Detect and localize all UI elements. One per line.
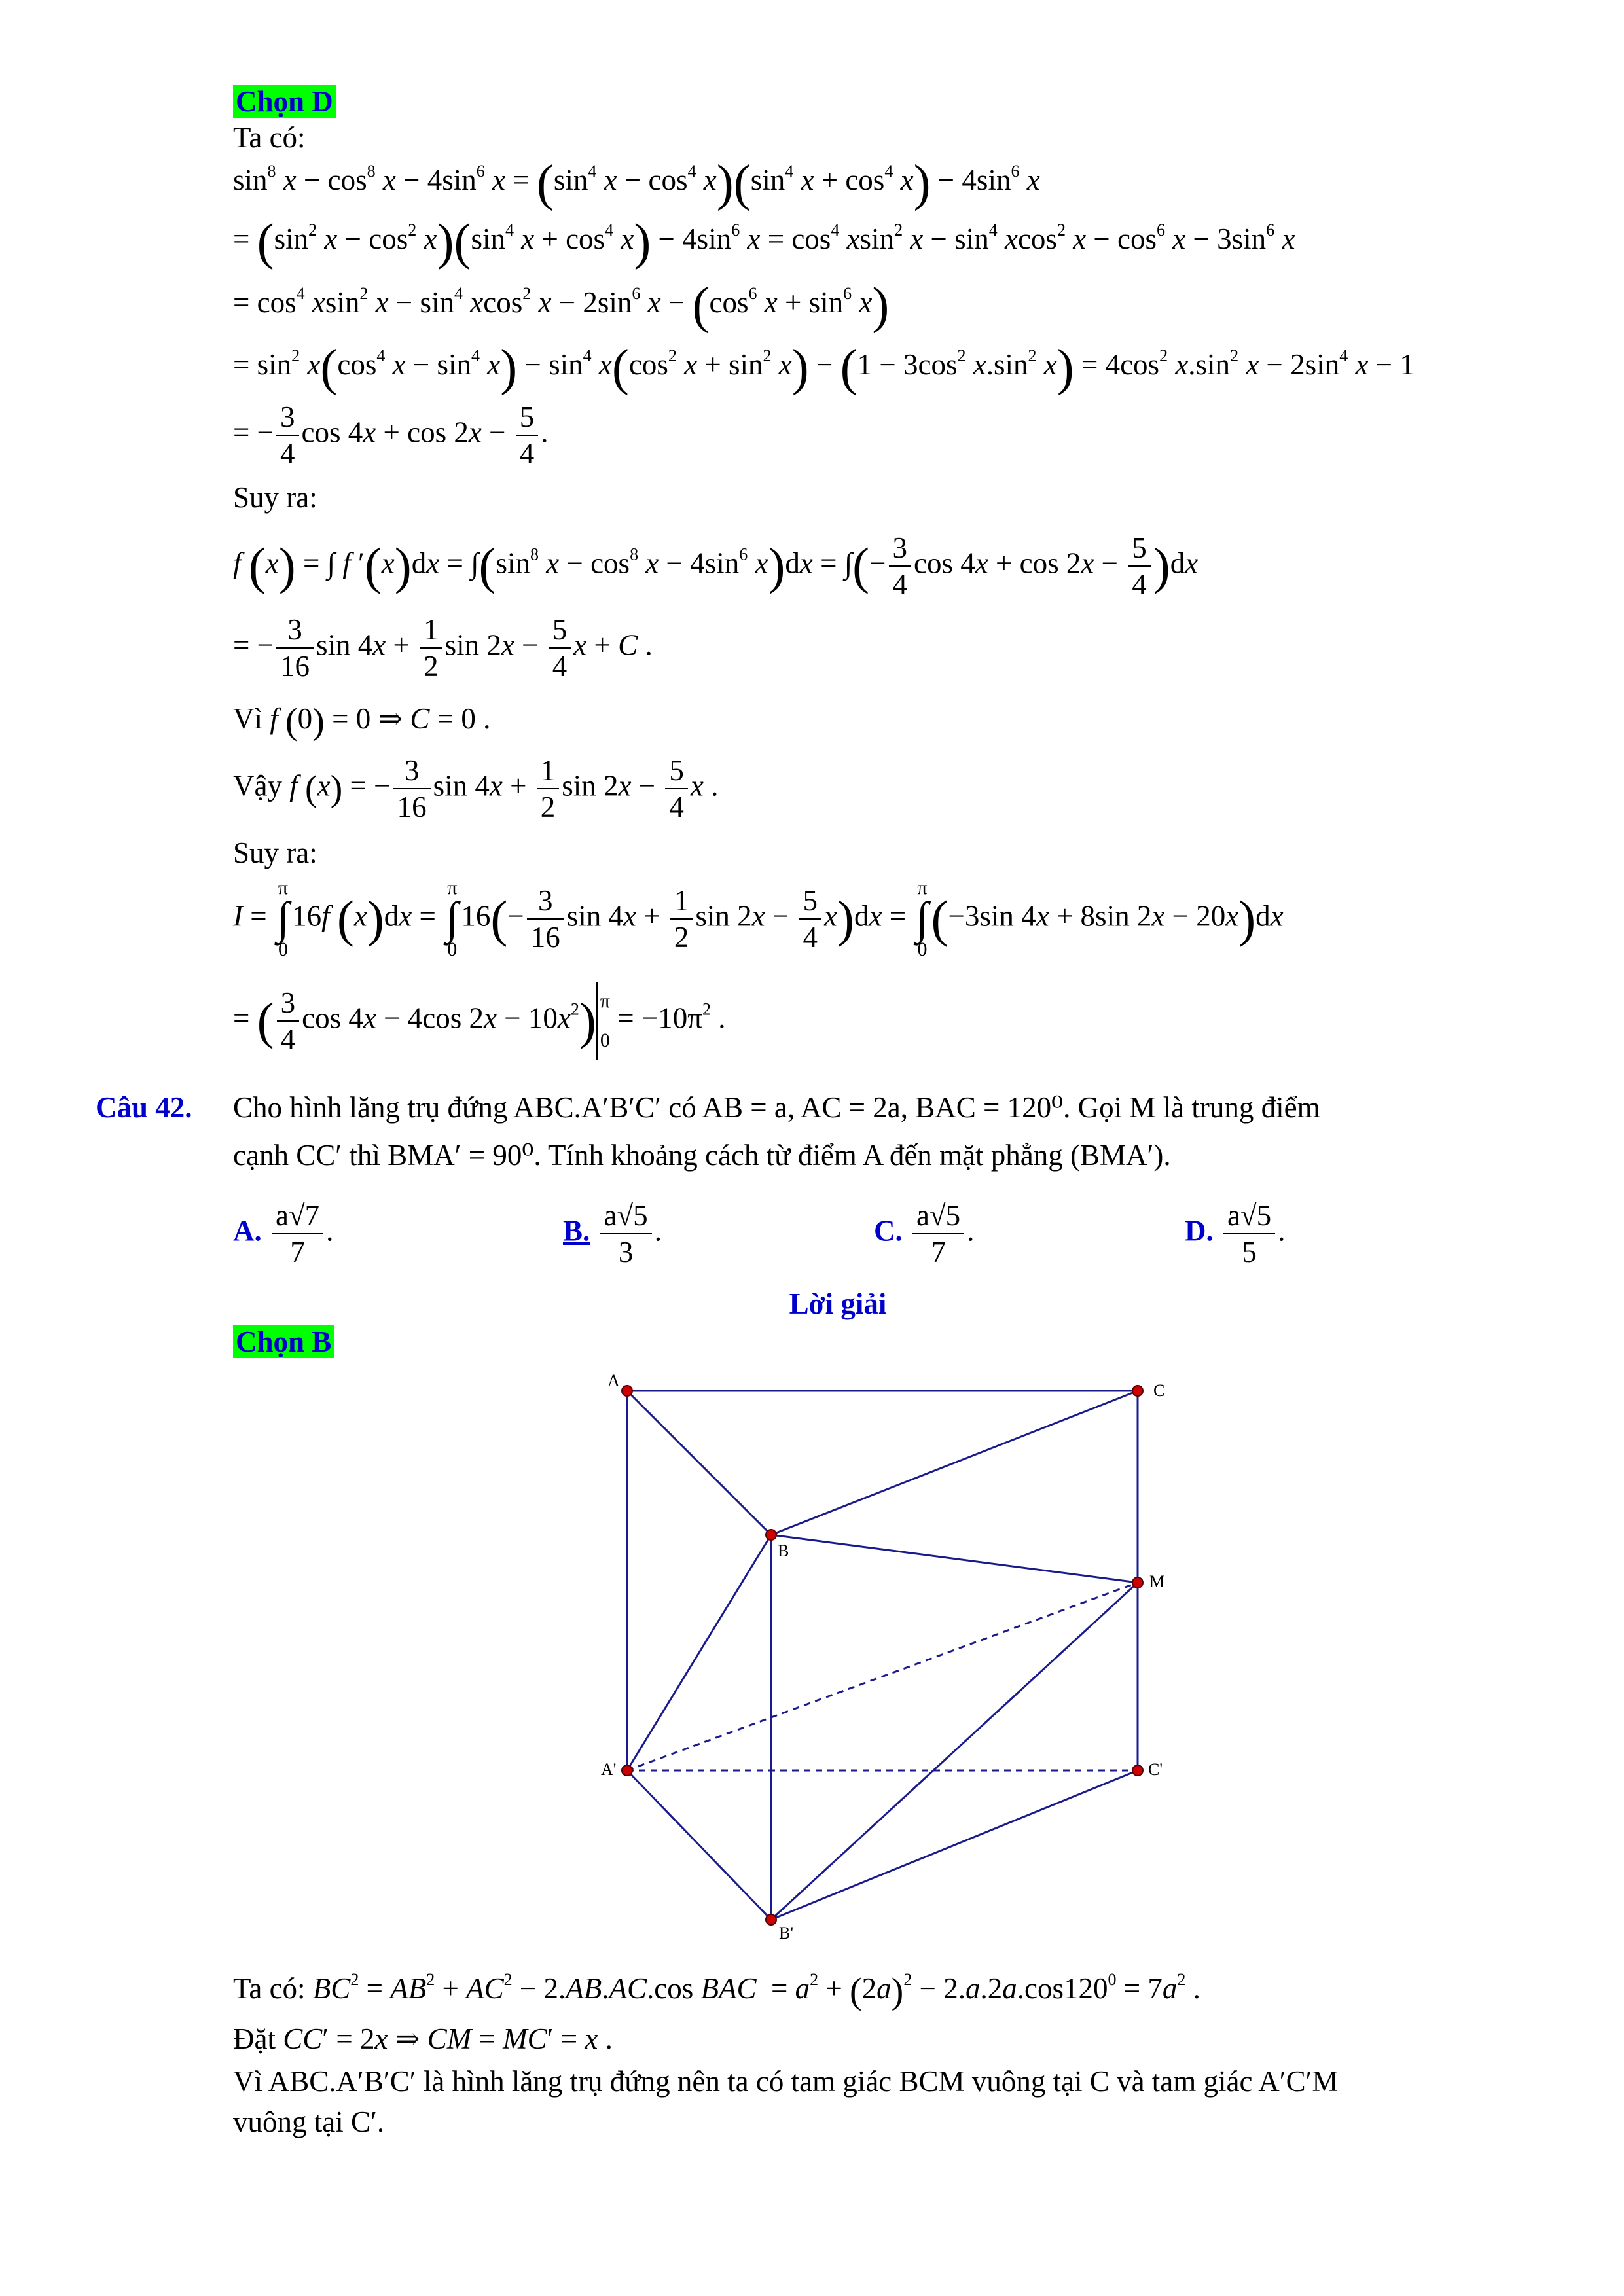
label-b-prime: B' bbox=[779, 1924, 794, 1943]
choice-d-label: Chọn D bbox=[233, 82, 336, 121]
label-b: B bbox=[778, 1541, 789, 1560]
eq-line-6: f (x) = ∫ f $'(x)dx = \int(\sin^8$ $x - \cos^8 x - 4\sin^6$ x)dx = ∫(− $\frac{3}{4}$ cos 4x + cos 2x − $\frac{5}{4}$ )dx bbox=[233, 531, 1199, 601]
choice-b-label: Chọn B bbox=[233, 1322, 334, 1361]
eq-line-8: Vì f (0) = 0 ⇒ C = 0 . bbox=[233, 701, 491, 742]
bottom-line-1: Ta có: $BC^2 = AB^2 + AC^2 - 2.AB.AC.\cos$ BAC = $a^2 + (2a)^2 - 2.a.2a.\cos 120^0 = 7a^2$ . bbox=[233, 1970, 1200, 2012]
ta-co-label: Ta có: bbox=[233, 121, 306, 154]
eq-line-4: = $\sin^2 x(\cos^4$ $x - \sin^4 x) - \sin^4 x(\cos^2$ $x + \sin^2 x) - (1 - 3\cos^2$ $x.\sin^2$ $x) = 4\cos^2$ $x.\sin^2$ $x - 2\sin^4$ x − 1 bbox=[233, 338, 1415, 396]
point-a-prime bbox=[622, 1765, 632, 1776]
point-a bbox=[622, 1386, 632, 1396]
question-text-2: cạnh CC′ thì BMA′ = 90⁰. Tính khoảng cách từ điểm A đến mặt phẳng (BMA′). bbox=[233, 1139, 1171, 1172]
bottom-line-3: Vì ABC.A′B′C′ là hình lăng trụ đứng nên ta có tam giác BCM vuông tại C và tam giác A′C′M bbox=[233, 2065, 1339, 2098]
eq-line-7: = − $\frac{3}{16}$ sin 4x + $\frac{1}{2}$ sin 2x − $\frac{5}{4}$ x + C . bbox=[233, 613, 653, 683]
eq-line-11: = ( $\frac{3}{4}$ cos 4x − 4cos $2x - 10x^2$) π $0 = -10\pi^2$ . bbox=[233, 982, 725, 1060]
point-c bbox=[1132, 1386, 1143, 1396]
eq-line-5: = − $\frac{3}{4}$ cos 4x + cos 2x − $\frac{5}{4}$ . bbox=[233, 401, 549, 470]
eq-line-10: I = π ∫ 016f (x)dx = π ∫ 016(− $\frac{3}{16}$ sin 4x + $\frac{1}{2}$ sin 2x − $\frac{5}{4}$ x)dx = π ∫ 0(−3sin 4x + 8sin 2x − 20x)dx bbox=[233, 877, 1284, 960]
question-number: Câu 42. bbox=[96, 1091, 192, 1124]
option-d[interactable]: D. $\frac{a√5}{5}$ . bbox=[1185, 1199, 1286, 1268]
question-text-1: Cho hình lăng trụ đứng ABC.A′B′C′ có AB = a, AC = 2a, BAC = 120⁰. Gọi M là trung điểm bbox=[233, 1091, 1320, 1124]
point-c-prime bbox=[1132, 1765, 1143, 1776]
label-c: C bbox=[1153, 1381, 1165, 1400]
label-c-prime: C' bbox=[1148, 1760, 1163, 1779]
point-b bbox=[766, 1530, 776, 1540]
suy-ra-2-label: Suy ra: bbox=[233, 836, 317, 869]
eq-line-2: = ($\sin^2$ $x - \cos^2 x)(\sin^4$ $x + \cos^4 x) - 4\sin^6$ $x = \cos^4 xsin^2$ $x - \sin^4 xcos^2$ $x - \cos^6 x - 3\sin^6$ x bbox=[233, 213, 1295, 270]
eq-line-1: $\sin^8 x - \cos^8 x - 4\sin^6$ $x = (\sin^4$ $x - \cos^4 x)(\sin^4$ $x + \cos^4 x) - 4\sin^6$ x bbox=[233, 154, 1040, 211]
label-m: M bbox=[1149, 1572, 1165, 1591]
eq-line-3: = $\cos^4 xsin^2$ $x - \sin^4 xcos^2$ $x - 2\sin^6$ $x - (\cos^6$ $x + \sin^6 x$) bbox=[233, 276, 890, 334]
bottom-line-4: vuông tại C′. bbox=[233, 2106, 385, 2138]
label-a: A bbox=[607, 1371, 620, 1390]
option-b[interactable]: B. $\frac{a√5}{3}$ . bbox=[563, 1199, 662, 1268]
option-c[interactable]: C. $\frac{a√5}{7}$ . bbox=[874, 1199, 975, 1268]
point-b-prime bbox=[766, 1914, 776, 1925]
point-m bbox=[1132, 1577, 1143, 1588]
label-a-prime: A' bbox=[601, 1760, 617, 1779]
solution-title: Lời giải bbox=[789, 1287, 887, 1320]
option-a[interactable]: A. $\frac{a√7}{7}$ . bbox=[233, 1199, 334, 1268]
eq-line-9: Vậy f (x) = − $\frac{3}{16}$ sin 4x + $\frac{1}{2}$ sin 2x − $\frac{5}{4}$ x . bbox=[233, 754, 719, 823]
bottom-line-2: Đặt CC′ = 2x ⇒ CM = MC′ = x . bbox=[233, 2022, 613, 2055]
suy-ra-label: Suy ra: bbox=[233, 481, 317, 514]
